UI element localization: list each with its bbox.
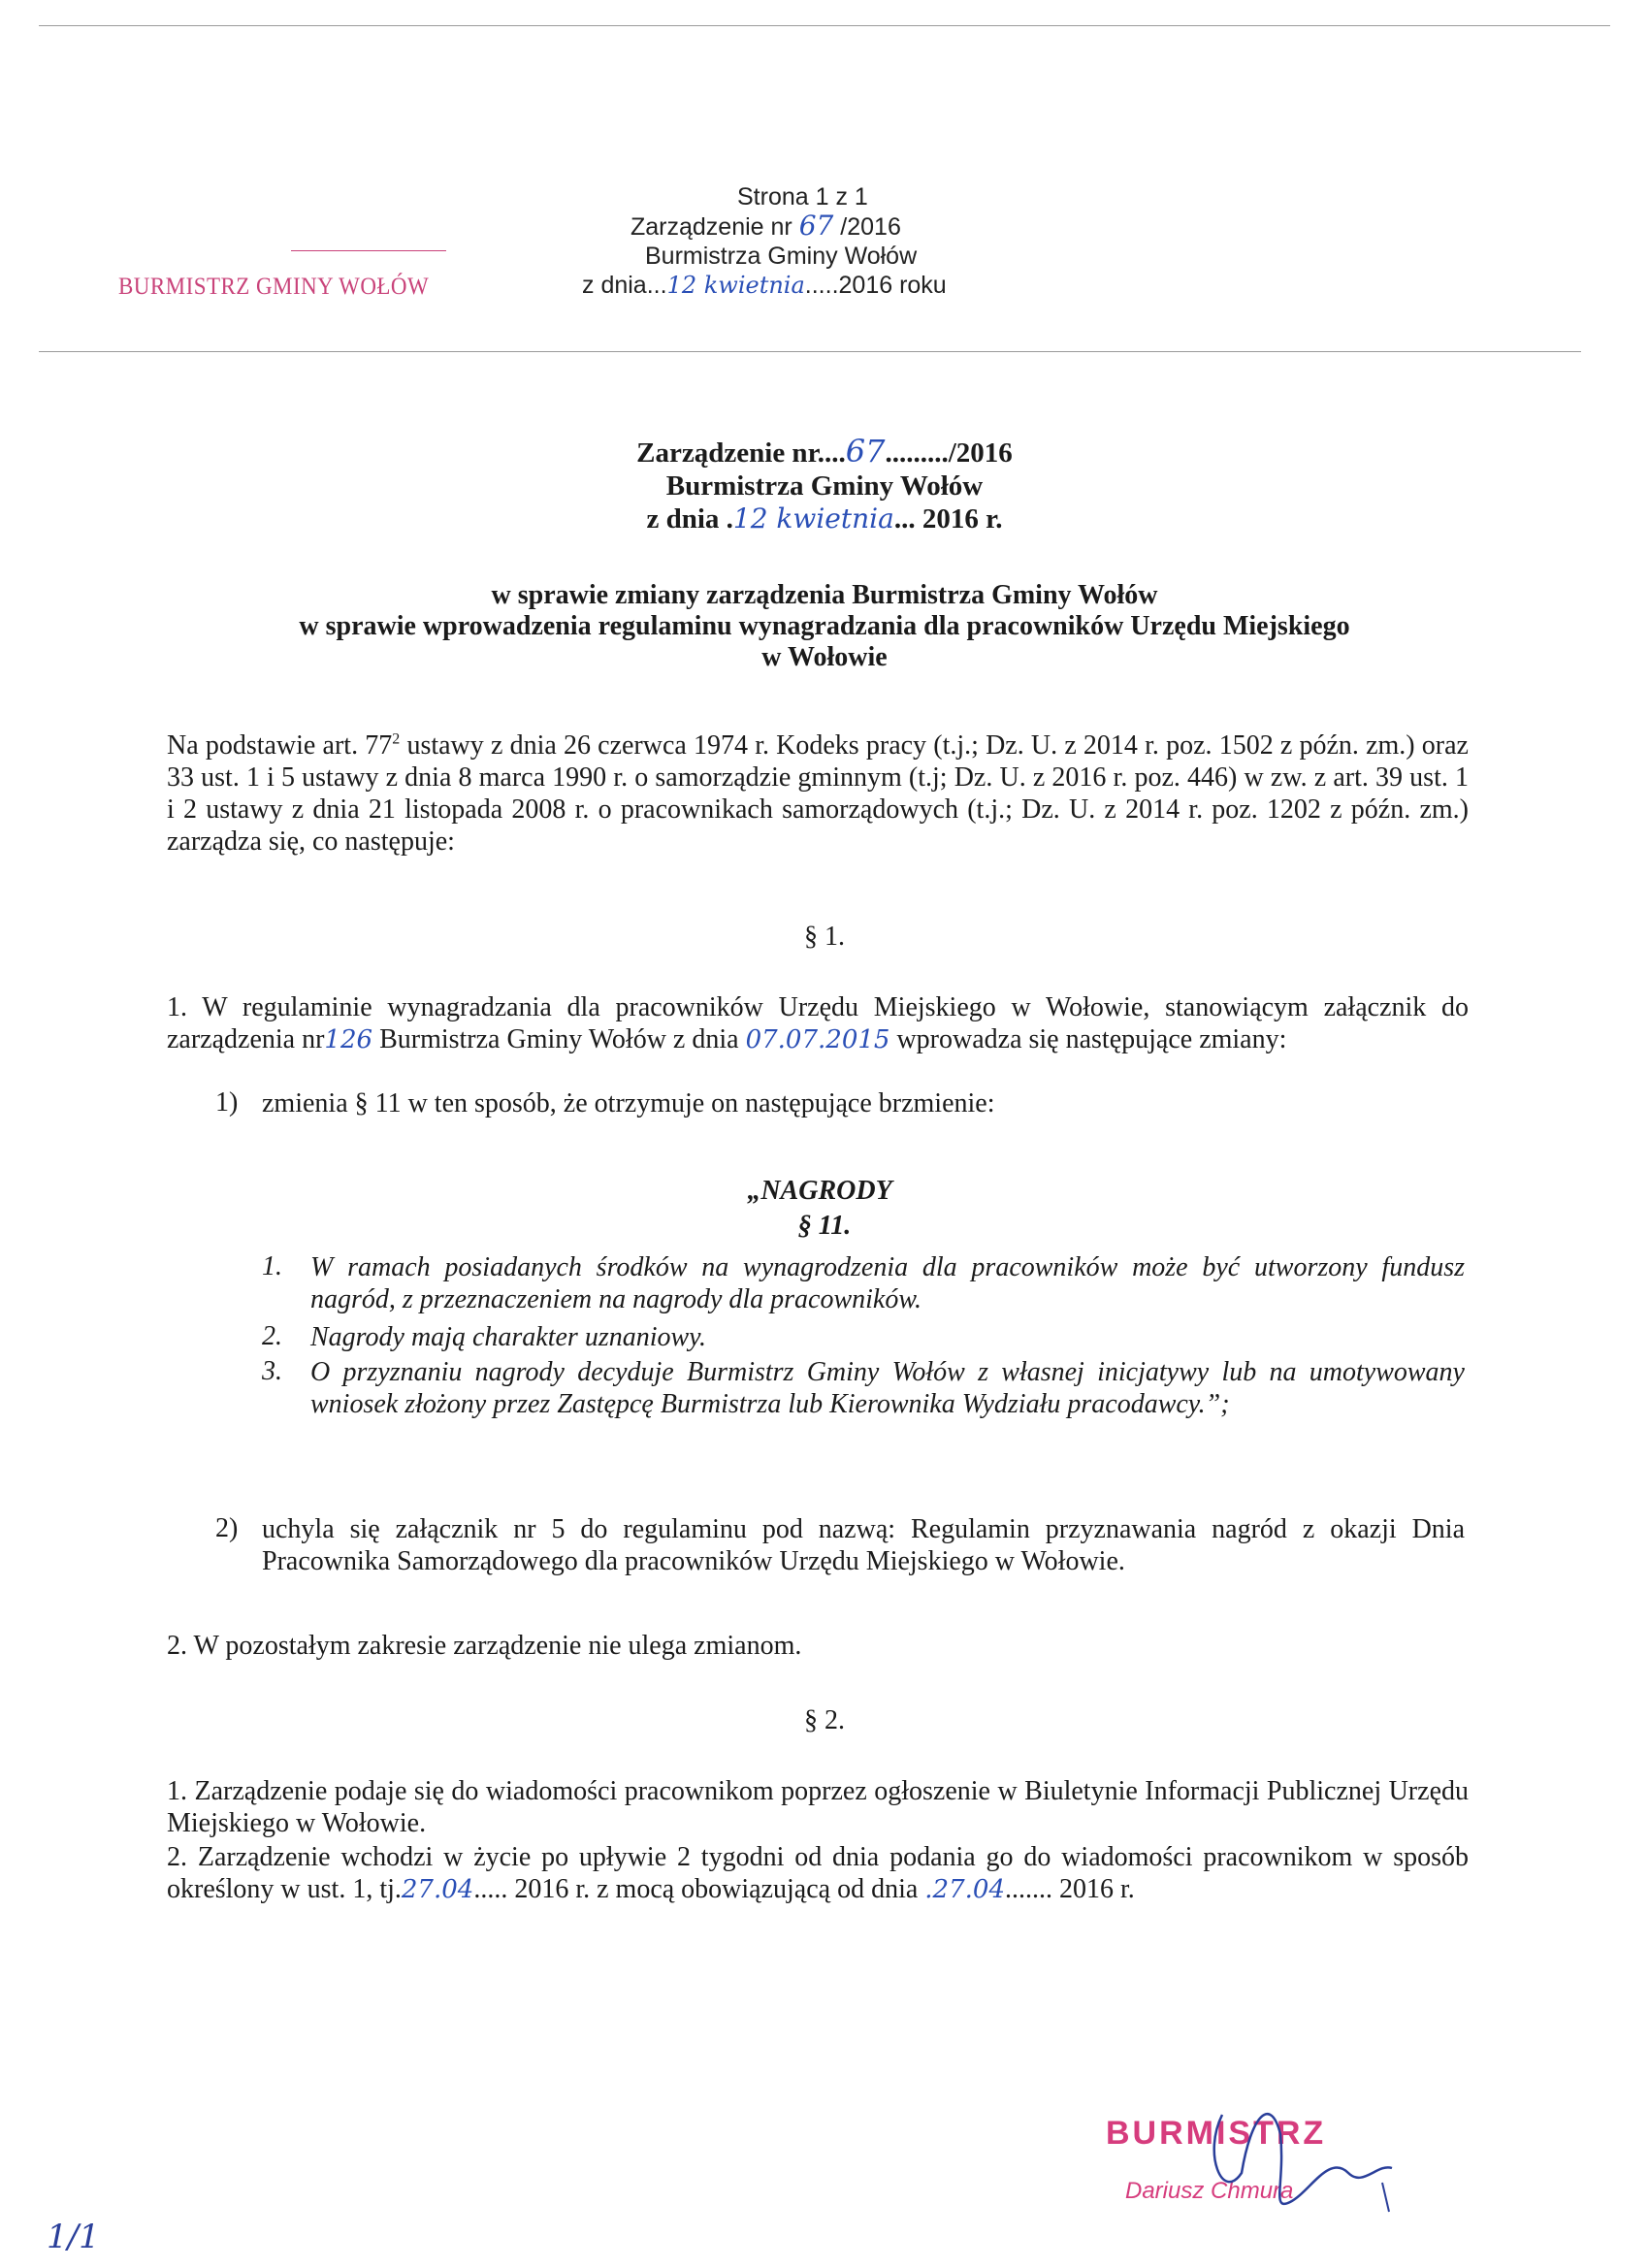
quote-item-2-number: 2. [262, 1321, 282, 1351]
section-2-heading: § 2. [804, 1705, 845, 1735]
top-border-rule [39, 25, 1610, 26]
header-date: z dnia...12 kwietnia.....2016 roku [582, 272, 947, 299]
quote-item-1-text: W ramach posiadanych środków na wynagrodzenia dla pracowników może być utworzony fundusz nagród, z przeznaczeniem na nagrody dla pracowników. [310, 1252, 1465, 1314]
quote-item-3-text: O przyznaniu nagrody decyduje Burmistrz Gminy Wołów z własnej inicjatywy lub na umotywowany wniosek złożony przez Zastępcę Burmistrza lub Kierownika Wydziału pracodawcy.”; [310, 1357, 1465, 1419]
quote-paragraph-number: § 11. [797, 1211, 852, 1241]
corner-handwritten-mark: 1/1 [47, 2218, 100, 2256]
section-1-heading: § 1. [804, 922, 845, 952]
section-1-paragraph-2: 2. W pozostałym zakresie zarządzenie nie ulega zmianom. [167, 1631, 802, 1661]
quote-item-3-number: 3. [262, 1356, 282, 1386]
legal-basis: Na podstawie art. $77^2$ ustawy z dnia 26 czerwca 1974 r. Kodeks pracy (t.j.; Dz. U. z 2014 r. poz. 1502 z późn. zm.) oraz 33 ust. 1 i 5 ustawy z dnia 8 marca 1990 r. o samorządzie gminnym (t.j; Dz. U. z 2016 r. poz. 446) w zw. z art. 39 ust. 1 i 2 ustawy z dnia 21 listopada 2008 r. o pracownikach samorządowych (t.j.; Dz. U. z 2014 r. poz. 1202 z późn. zm.) zarządza się, co następuje: [167, 730, 1469, 857]
title-number: Zarządzenie nr....67........./2016 [636, 433, 1013, 470]
header-issuer: Burmistrza Gminy Wołów [645, 243, 918, 270]
title-date: z dnia .12 kwietnia... 2016 r. [646, 502, 1003, 535]
quote-item-2-text: Nagrody mają charakter uznaniowy. [310, 1322, 707, 1352]
signature-stamp-name: Dariusz Chmura [1125, 2178, 1294, 2204]
stamp-line [291, 250, 446, 251]
quote-item-1-number: 1. [262, 1251, 282, 1281]
signature-stamp-title: BURMISTRZ [1106, 2115, 1327, 2152]
handwritten-date: 12 kwietnia [666, 272, 805, 299]
order-subject: w sprawie zmiany zarządzenia Burmistrza Gminy Wołów w sprawie wprowadzenia regulaminu wynagradzania dla pracowników Urzędu Miejskiego w Wołowie [299, 580, 1350, 672]
item-1-text: zmienia § 11 w ten sposób, że otrzymuje on następujące brzmienie: [262, 1088, 995, 1118]
order-title [0, 435, 1649, 535]
quote-heading: „NAGRODY [747, 1176, 892, 1206]
section-1-paragraph-1: 1. W regulaminie wynagradzania dla pracowników Urzędu Miejskiego w Wołowie, stanowiącym załącznik do zarządzenia nr126 Burmistrza Gminy Wołów z dnia 07.07.2015 wprowadza się następujące zmiany: [167, 992, 1469, 1054]
header-order-number: Zarządzenie nr 67 /2016 [630, 210, 901, 242]
handwritten-signature [1183, 2057, 1416, 2251]
title-issuer: Burmistrza Gminy Wołów [665, 470, 984, 502]
handwritten-number: 67 [798, 210, 834, 242]
header-separator-rule [39, 351, 1581, 352]
section-2-paragraph-1: 1. Zarządzenie podaje się do wiadomości pracownikom poprzez ogłoszenie w Biuletynie Informacji Publicznej Urzędu Miejskiego w Wołowie. [167, 1776, 1469, 1838]
office-stamp: BURMISTRZ GMINY WOŁÓW [118, 274, 430, 300]
page-number: Strona 1 z 1 [737, 183, 868, 211]
item-2-text: uchyla się załącznik nr 5 do regulaminu pod nazwą: Regulamin przyznawania nagród z okazji Dnia Pracownika Samorządowego dla pracowników Urzędu Miejskiego w Wołowie. [262, 1514, 1465, 1576]
item-2-number: 2) [215, 1513, 239, 1543]
section-2-paragraph-2: 2. Zarządzenie wchodzi w życie po upływie 2 tygodni od dnia podania go do wiadomości pracownikom w sposób określony w ust. 1, tj.27.04..... 2016 r. z mocą obowiązującą od dnia .27.04....... 2016 r. [167, 1842, 1469, 1904]
item-1-number: 1) [215, 1087, 239, 1118]
page-header [543, 182, 970, 300]
